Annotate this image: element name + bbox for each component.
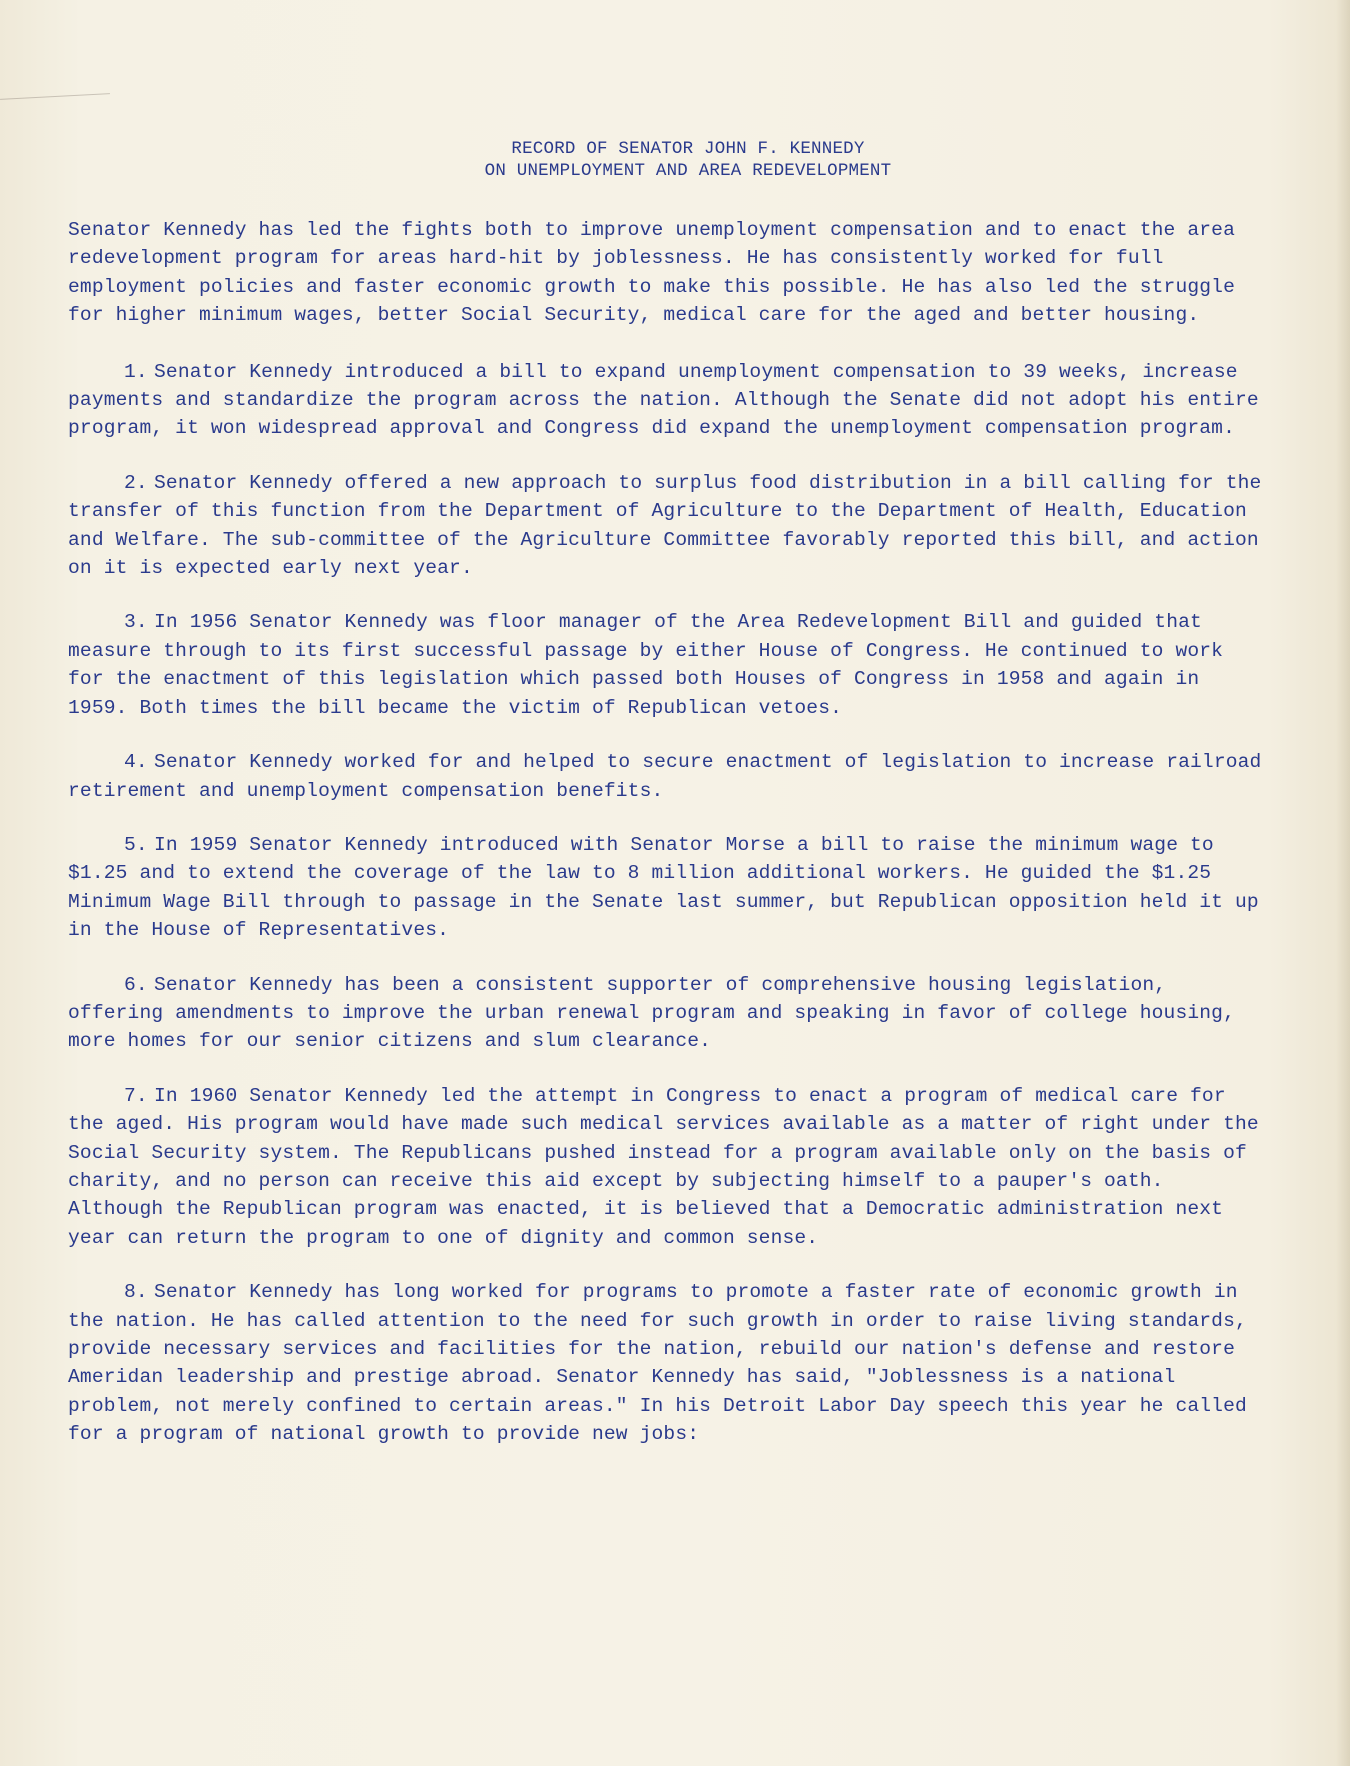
item-number: 4. — [124, 751, 148, 774]
intro-paragraph: Senator Kennedy has led the fights both to improve unemployment compensation and to enact the area redevelopment program for areas hard-hit by joblessness. He has consistently worked for full employment policies and faster economic growth to make this possible. He has also led the struggle for higher minimum wages, better Social Security, medical care for the aged and better housing. — [68, 219, 1235, 327]
item-text: Senator Kennedy introduced a bill to expand unemployment compensation to 39 weeks, increase payments and standardize the program across the nation. Although the Senate did not adopt his entire program, it won widespread approval and Congress did expand the unemployment compensation program. — [68, 360, 1259, 440]
list-item — [68, 831, 1268, 945]
item-text: Senator Kennedy worked for and helped to secure enactment of legislation to increase railroad retirement and unemployment compensation benefits. — [68, 751, 1262, 802]
item-text: In 1956 Senator Kennedy was floor manager of the Area Redevelopment Bill and guided that measure through to its first successful passage by either House of Congress. He continued to work for the enactment of this legislation which passed both Houses of Congress in 1958 and again in 1959. Both times the bill became the victim of Republican vetoes. — [68, 611, 1224, 719]
item-number: 8. — [124, 1281, 148, 1304]
list-item — [68, 469, 1268, 583]
item-number: 5. — [124, 833, 148, 856]
title-line-1: RECORD OF SENATOR JOHN F. KENNEDY — [511, 139, 865, 159]
list-item — [68, 1082, 1268, 1252]
item-number: 7. — [124, 1084, 148, 1107]
item-text: Senator Kennedy offered a new approach to surplus food distribution in a bill calling for the transfer of this function from the Department of Agriculture to the Department of Health, Education and Welfare. The sub-committee of the Agriculture Committee favorably reported this bill, and action on it is expected early next year. — [68, 471, 1262, 580]
document-body — [68, 138, 1268, 1475]
list-item — [68, 608, 1268, 722]
item-number: 6. — [124, 973, 148, 996]
list-item — [68, 971, 1268, 1056]
item-number: 2. — [124, 471, 148, 494]
title-line-2: ON UNEMPLOYMENT AND AREA REDEVELOPMENT — [484, 161, 892, 181]
list-item — [68, 748, 1268, 805]
item-text: In 1960 Senator Kennedy led the attempt in Congress to enact a program of medical care for the aged. His program would have made such medical services available as a matter of right under the Social Security system. The Republicans pushed instead for a program available only on the basis of charity, and no person can receive this aid except by subjecting himself to a pauper's oath. Although the Republican program was enacted, it is believed that a Democratic administration next year can return the program to one of dignity and common sense. — [68, 1084, 1259, 1249]
pencil-mark — [0, 93, 110, 100]
document-title — [68, 138, 1268, 182]
item-text: Senator Kennedy has been a consistent supporter of comprehensive housing legislation, offering amendments to improve the urban renewal program and speaking in favor of college housing, more homes for our senior citizens and slum clearance. — [68, 973, 1235, 1053]
item-text: Senator Kennedy has long worked for programs to promote a faster rate of economic growth in the nation. He has called attention to the need for such growth in order to raise living standards, provide necessary services and facilities for the nation, rebuild our nation's defense and restore Ameridan leadership and prestige abroad. Senator Kennedy has said, "Joblessness is a national problem, not merely confined to certain areas." In his Detroit Labor Day speech this year he called for a program of national growth to provide new jobs: — [68, 1281, 1247, 1446]
item-number: 3. — [124, 611, 148, 634]
item-number: 1. — [124, 360, 148, 383]
list-item — [68, 1278, 1268, 1448]
item-text: In 1959 Senator Kennedy introduced with Senator Morse a bill to raise the minimum wage to $1.25 and to extend the coverage of the law to 8 million additional workers. He guided the $1.25 Minimum Wage Bill through to passage in the Senate last summer, but Republican opposition held it up in the House of Representatives. — [68, 833, 1259, 942]
list-item — [68, 358, 1268, 443]
paper-edge-shadow — [1336, 0, 1350, 1766]
